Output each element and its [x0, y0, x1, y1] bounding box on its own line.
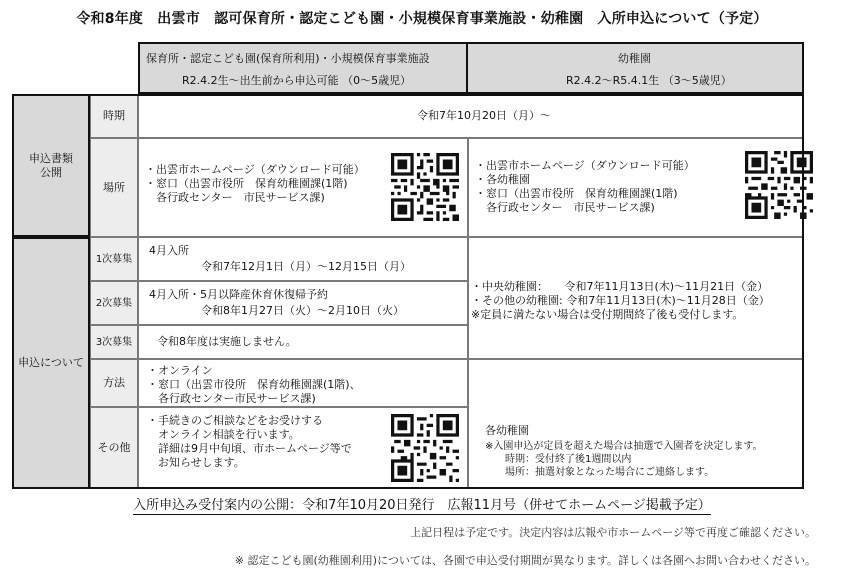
other-cell [138, 407, 468, 489]
round3-cell [138, 325, 468, 359]
other-line-4: お知らせします。 [147, 456, 245, 469]
place-nursery-line-2: ・窓口（出雲市役所 保育幼稚園課(1階) [145, 177, 348, 190]
kinder-period-note: ※定員に満たない場合は受付期間終了後も受付します。 [471, 308, 744, 321]
qr-code-icon[interactable] [745, 151, 813, 219]
kinder-other-line-3: 時期：受付終了後1週間以内 [485, 454, 632, 465]
method-label: 方法 [90, 359, 138, 407]
section-documents-label-line2: 公開 [40, 165, 62, 179]
schedule-table [12, 42, 804, 489]
other-line-1: ・手続きのご相談などをお受けする [147, 414, 323, 427]
place-kinder-line-2: ・各幼稚園 [475, 173, 530, 186]
round2-line-2: 令和8年1月27日（火）～2月10日（火） [201, 304, 404, 317]
round2-line-1: 4月入所・5月以降産休育休復帰予約 [149, 288, 328, 301]
period-value-cell [138, 94, 804, 138]
period-label: 時期 [90, 94, 138, 138]
section-application-label: 申込について [12, 237, 90, 489]
place-kinder-line-1: ・出雲市ホームページ（ダウンロード可能） [475, 159, 695, 172]
header-nursery [138, 42, 468, 94]
announce-text: 入所申込み受付案内の公開：令和7年10月20日発行 広報11月号（併せてホームページ掲載予定） [133, 498, 711, 513]
kinder-period-line-2: ・その他の幼稚園: 令和7年11月13日(木)～11月28日（金） [471, 294, 770, 307]
header-kinder-sub: R2.4.2～R5.4.1生 （3～5歳児） [566, 74, 732, 87]
period-value: 令和7年10月20日（月）～ [417, 109, 551, 122]
place-nursery-cell [138, 138, 468, 237]
other-line-3: 詳細は9月中旬頃、市ホームページ等で [147, 442, 352, 455]
place-kinder-line-3: ・窓口（出雲市役所 保育幼稚園課(1階) [475, 187, 678, 200]
header-nursery-sub: R2.4.2生～出生前から申込可能 （0～5歳児） [182, 74, 412, 87]
round2-label: 2次募集 [90, 281, 138, 325]
section-documents-label-line1: 申込書類 [29, 151, 73, 165]
page-title: 令和8年度 出雲市 認可保育所・認定こども園・小規模保育事業施設・幼稚園 入所申込について（予定） [76, 11, 768, 27]
place-nursery-line-1: ・出雲市ホームページ（ダウンロード可能） [145, 163, 365, 176]
section-documents-label [12, 94, 90, 237]
other-line-2: オンライン相談を行います。 [147, 428, 300, 441]
round3-text: 令和8年度は実施しません。 [157, 335, 297, 348]
method-line-1: ・オンライン [147, 364, 213, 377]
kinder-other-line-4: 場所：抽選対象となった場合にご連絡します。 [485, 467, 715, 478]
kinder-period-cell [468, 237, 804, 359]
round1-label: 1次募集 [90, 237, 138, 281]
kinder-other-cell [468, 359, 804, 489]
header-nursery-title: 保育所・認定こども園(保育所利用)・小規模保育事業施設 [146, 52, 430, 65]
method-line-3: 各行政センター市民サービス課) [147, 392, 316, 405]
kinder-other-line-1: 各幼稚園 [485, 424, 529, 437]
header-kinder [466, 42, 804, 94]
place-kinder-cell [468, 138, 804, 237]
announce-line [0, 494, 844, 513]
kinder-other-line-2: ※入園申込が定員を超えた場合は抽選で入園者を決定します。 [485, 441, 763, 452]
place-nursery-line-3: 各行政センター 市民サービス課) [145, 191, 325, 204]
qr-code-icon[interactable] [391, 414, 459, 482]
round2-cell [138, 281, 468, 325]
round1-line-1: 4月入所 [149, 244, 189, 257]
round1-line-2: 令和7年12月1日（月）～12月15日（月） [201, 260, 411, 273]
method-cell [138, 359, 468, 407]
method-line-2: ・窓口（出雲市役所 保育幼稚園課(1階)、 [147, 378, 361, 391]
place-label: 場所 [90, 138, 138, 237]
place-kinder-line-4: 各行政センター 市民サービス課) [475, 201, 655, 214]
round1-cell [138, 237, 468, 281]
round3-label: 3次募集 [90, 325, 138, 359]
header-kinder-title: 幼稚園 [618, 52, 651, 65]
kinder-period-line-1: ・中央幼稚園： 令和7年11月13日(木)～11月21日（金） [471, 280, 769, 293]
schedule-note: 上記日程は予定です。決定内容は広報や市ホームページ等で再度ご確認ください。 [410, 526, 816, 539]
kodomoen-note: ※ 認定こども園(幼稚園利用)については、各園で申込受付期間が異なります。詳しくは各園へお問い合わせください。 [234, 554, 816, 567]
other-label: その他 [90, 407, 138, 489]
qr-code-icon[interactable] [391, 153, 459, 221]
